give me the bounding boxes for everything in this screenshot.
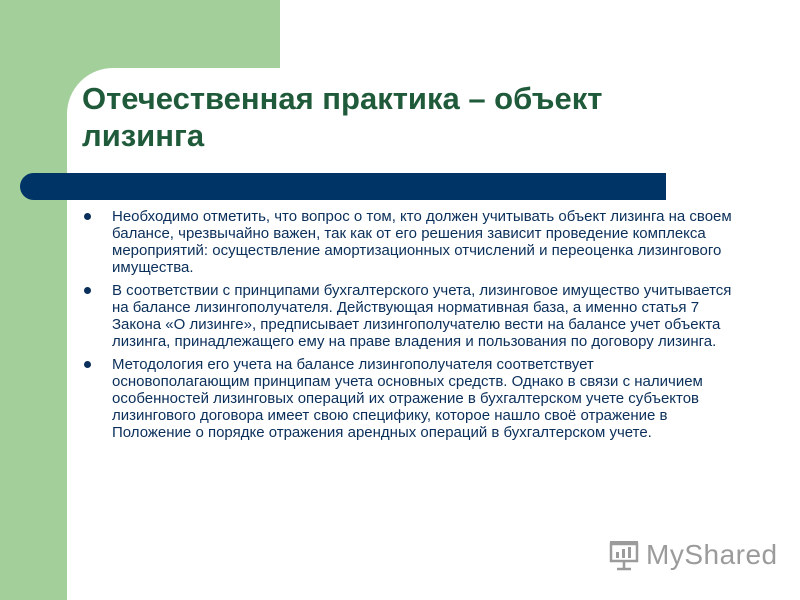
bullet-dot-icon xyxy=(84,213,91,220)
bullet-item xyxy=(82,356,732,441)
bullet-item xyxy=(82,208,732,276)
watermark-text: MyShared xyxy=(646,539,778,570)
bullet-text: Необходимо отметить, что вопрос о том, кто должен учитывать объект лизинга на своем балансе, чрезвычайно важен, так как от его решения зависит проведение комплекса мероприятий: осуществление амортизационных отчислений и переоценка лизингового имущества. xyxy=(112,208,732,276)
title-underline-bar xyxy=(20,173,666,200)
slide-title: Отечественная практика – объект лизинга xyxy=(82,81,603,153)
bullet-dot-icon xyxy=(84,361,91,368)
bullet-text: В соответствии с принципами бухгалтерского учета, лизинговое имущество учитывается на балансе лизингополучателя. Действующая нормативная база, а именно статья 7 Закона «О лизинге», предписывает лизингополучателю вести на балансе учет объекта лизинга, принадлежащего ему на праве владения и пользования по договору лизинга. xyxy=(112,282,732,350)
bullet-item xyxy=(82,282,732,350)
bullet-list xyxy=(82,208,732,447)
bullet-dot-icon xyxy=(84,287,91,294)
bullet-text: Методология его учета на балансе лизингополучателя соответствует основополагающим принципам учета основных средств. Однако в связи с наличием особенностей лизинговых операций их отражение в бухгалтерском учете субъектов лизингового договора имеет свою специфику, которое нашло своё отражение в Положение о порядке отражения арендных операций в бухгалтерском учете. xyxy=(112,356,703,441)
watermark-logo xyxy=(608,537,778,573)
presentation-board-icon xyxy=(608,539,640,571)
